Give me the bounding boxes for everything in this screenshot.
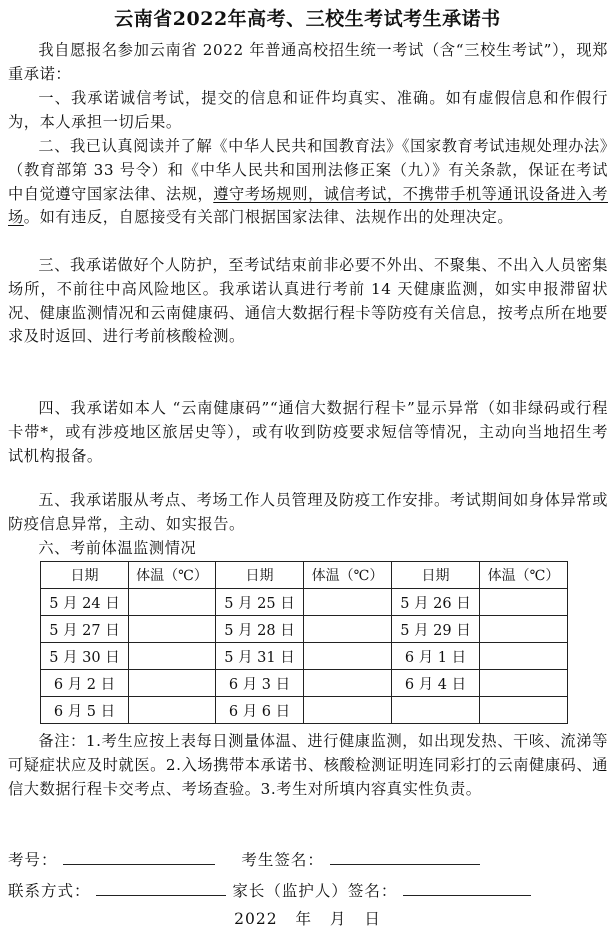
date-cell: 5 月 25 日 (216, 589, 304, 616)
contact-label: 联系方式： (8, 882, 91, 900)
table-row (41, 616, 568, 643)
contact-guardian-row (8, 879, 531, 901)
table-row (41, 643, 568, 670)
date-cell: 5 月 27 日 (41, 616, 129, 643)
date-cell: 5 月 24 日 (41, 589, 129, 616)
exam-number-label: 考号： (8, 851, 58, 869)
item-1-paragraph: 一、我承诺诚信考试，提交的信息和证件均真实、准确。如有虚假信息和作假行为，本人承担一切后果。 (8, 89, 608, 131)
header-temp: 体温（℃） (480, 562, 568, 589)
table-header-row (41, 562, 568, 589)
header-temp: 体温（℃） (129, 562, 216, 589)
date-cell: 6 月 5 日 (41, 697, 129, 724)
item-2-underlined-text: 遵守考场规则，诚信考试，不携带手机等通讯设备进入考场 (8, 184, 608, 227)
temperature-cell[interactable] (304, 643, 392, 670)
temperature-cell[interactable] (480, 643, 568, 670)
page-title: 云南省2022年高考、三校生考试考生承诺书 (114, 8, 501, 30)
date-cell: 6 月 2 日 (41, 670, 129, 697)
section-6-title: 六、考前体温监测情况 (38, 539, 197, 557)
temperature-cell[interactable] (480, 616, 568, 643)
note-paragraph: 备注：1.考生应按上表每日测量体温、进行健康监测，如出现发热、干咳、流涕等可疑症状应及时就医。2.入场携带本承诺书、核酸检测证明连同彩打的云南健康码、通信大数据行程卡交考点、考场查验。3.考生对所填内容真实性负责。 (8, 732, 608, 798)
exam-signature-row (8, 848, 480, 870)
date-cell: 5 月 26 日 (392, 589, 480, 616)
temperature-cell[interactable] (304, 697, 392, 724)
guardian-signature-field[interactable] (403, 894, 531, 896)
temperature-cell[interactable] (129, 643, 216, 670)
date-cell: 5 月 29 日 (392, 616, 480, 643)
item-4-paragraph: 四、我承诺如本人 “云南健康码”“通信大数据行程卡”显示异常（如非绿码或行程卡带*，或有涉疫地区旅居史等），或有收到防疫要求短信等情况，主动向当地招生考试机构报备。 (8, 399, 608, 465)
contact-field[interactable] (96, 894, 226, 896)
student-signature-field[interactable] (330, 863, 480, 865)
temperature-cell[interactable] (304, 670, 392, 697)
date-cell (392, 697, 480, 724)
temperature-cell[interactable] (480, 697, 568, 724)
header-date: 日期 (392, 562, 480, 589)
table-row (41, 589, 568, 616)
temperature-cell[interactable] (304, 616, 392, 643)
guardian-signature-label: 家长（监护人）签名： (232, 882, 398, 900)
header-temp: 体温（℃） (304, 562, 392, 589)
item-3-paragraph: 三、我承诺做好个人防护，至考试结束前非必要不外出、不聚集、不出入人员密集场所，不前往中高风险地区。我承诺认真进行考前 14 天健康监测，如实申报滞留状况、健康监测情况和云南健康码、通信大数据行程卡等防疫有关信息，按考点所在地要求及时返回、进行考前核酸检测。 (8, 256, 608, 346)
date-cell: 5 月 28 日 (216, 616, 304, 643)
temperature-cell[interactable] (129, 589, 216, 616)
temperature-cell[interactable] (304, 589, 392, 616)
date-cell: 6 月 4 日 (392, 670, 480, 697)
item-2-text-before: 二、我已认真阅读并了解《中华人民共和国教育法》《国家教育考试违规处理办法》（教育部第 33 号令）和《中华人民共和国刑法修正案（九）》有关条款，保证在考试中自觉遵守国家法律、法规， (8, 137, 608, 203)
date-line: 2022 年 月 日 (234, 910, 381, 928)
temperature-cell[interactable] (129, 697, 216, 724)
temperature-cell[interactable] (480, 670, 568, 697)
date-cell: 5 月 30 日 (41, 643, 129, 670)
date-cell: 6 月 3 日 (216, 670, 304, 697)
date-cell: 6 月 6 日 (216, 697, 304, 724)
table-row (41, 670, 568, 697)
item-2-text-after: 。如有违反，自愿接受有关部门根据国家法律、法规作出的处理决定。 (23, 208, 514, 227)
temperature-table (40, 561, 568, 724)
header-date: 日期 (216, 562, 304, 589)
item-2-paragraph (8, 135, 608, 230)
temperature-cell[interactable] (129, 616, 216, 643)
date-cell: 5 月 31 日 (216, 643, 304, 670)
intro-paragraph: 我自愿报名参加云南省 2022 年普通高校招生统一考试（含“三校生考试”），现郑重承诺： (8, 41, 608, 83)
student-signature-label: 考生签名： (241, 851, 324, 869)
exam-number-field[interactable] (63, 863, 215, 865)
item-5-paragraph: 五、我承诺服从考点、考场工作人员管理及防疫工作安排。考试期间如身体异常或防疫信息异常，主动、如实报告。 (8, 491, 608, 533)
header-date: 日期 (41, 562, 129, 589)
temperature-cell[interactable] (129, 670, 216, 697)
table-row (41, 697, 568, 724)
temperature-cell[interactable] (480, 589, 568, 616)
date-cell: 6 月 1 日 (392, 643, 480, 670)
